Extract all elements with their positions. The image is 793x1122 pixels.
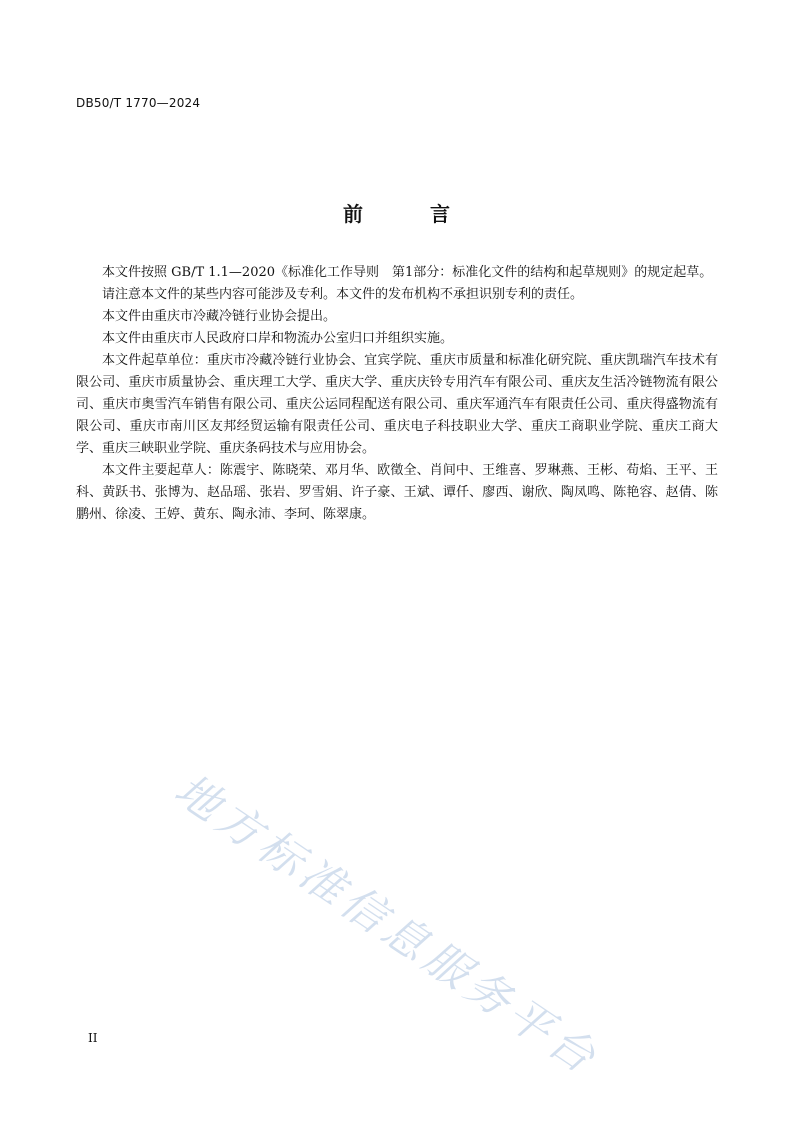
watermark: 地方标准信息服务平台 xyxy=(165,764,609,1086)
page-number: II xyxy=(88,1031,98,1045)
paragraph-drafting-rules: 本文件按照 GB/T 1.1—2020《标准化工作导则 第1部分：标准化文件的结构和起草规则》的规定起草。 xyxy=(102,265,713,280)
paragraph-main-drafters: 本文件主要起草人：陈震宇、陈晓荣、邓月华、欧徵全、肖间中、王维喜、罗琳燕、王彬、苟焰、王平、王科、黄跃书、张博为、赵品瑶、张岩、罗雪娟、许子豪、王斌、谭仟、廖西、谢欣、陶凤鸣、陈艳容、赵倩、陈鹏州、徐凌、王婷、黄东、陶永沛、李珂、陈翠康。 xyxy=(76,463,718,522)
paragraph-administrator: 本文件由重庆市人民政府口岸和物流办公室归口并组织实施。 xyxy=(102,331,454,346)
paragraph-proposer: 本文件由重庆市冷藏冷链行业协会提出。 xyxy=(102,309,337,324)
document-code: DB50/T 1770—2024 xyxy=(76,96,201,110)
body-text xyxy=(76,262,718,526)
paragraph-patent-notice: 请注意本文件的某些内容可能涉及专利。本文件的发布机构不承担识别专利的责任。 xyxy=(102,287,584,302)
paragraph-drafting-organizations: 本文件起草单位：重庆市冷藏冷链行业协会、宜宾学院、重庆市质量和标准化研究院、重庆凯瑞汽车技术有限公司、重庆市质量协会、重庆理工大学、重庆大学、重庆庆铃专用汽车有限公司、重庆友生活冷链物流有限公司、重庆市奥雪汽车销售有限公司、重庆公运同程配送有限公司、重庆军通汽车有限责任公司、重庆得盛物流有限公司、重庆市南川区友邦经贸运输有限责任公司、重庆电子科技职业大学、重庆工商职业学院、重庆工商大学、重庆三峡职业学院、重庆条码技术与应用协会。 xyxy=(76,353,718,456)
section-title: 前 言 xyxy=(343,202,480,226)
